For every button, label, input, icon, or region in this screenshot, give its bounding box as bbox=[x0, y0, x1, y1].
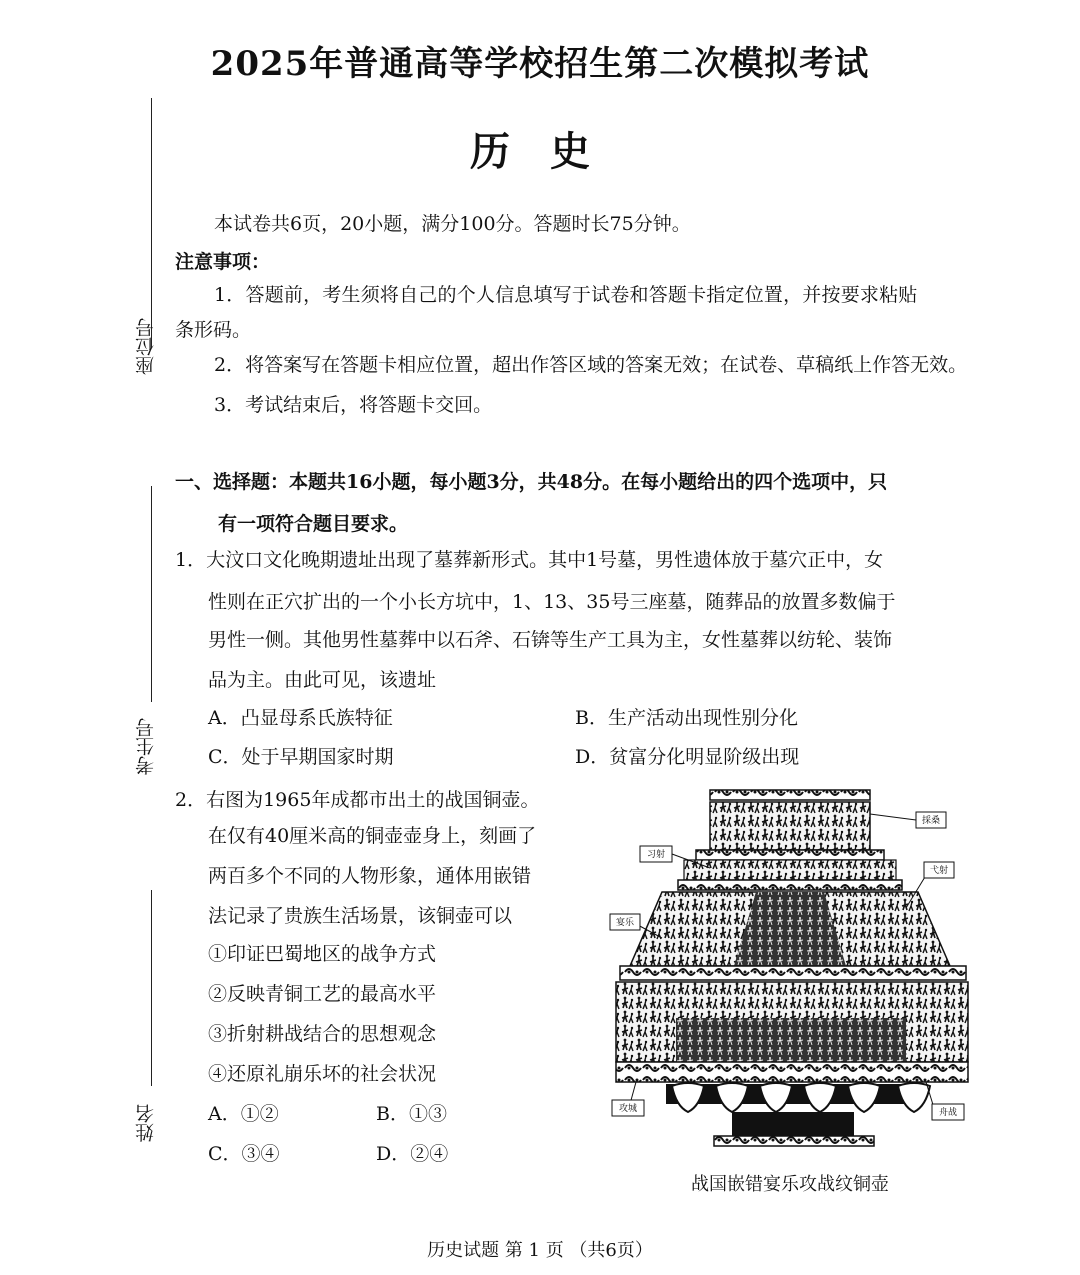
exam-intro: 本试卷共6页，20小题，满分100分。答题时长75分钟。 bbox=[214, 213, 691, 235]
q1-option-d: D．贫富分化明显阶级出现 bbox=[575, 746, 800, 768]
callout-archery-right: 弋射 bbox=[929, 866, 949, 876]
q2-option-c: C．③④ bbox=[208, 1143, 280, 1165]
pot-neck-scene bbox=[710, 802, 870, 850]
exam-number-label: 考生号 bbox=[135, 718, 157, 775]
pot-shoulder-scene bbox=[684, 860, 896, 880]
subject-title: 历史 bbox=[470, 128, 630, 175]
q1-line-3: 男性一侧。其他男性墓葬中以石斧、石锛等生产工具为主，女性墓葬以纺轮、装饰 bbox=[208, 629, 893, 651]
q1-option-c: C．处于早期国家时期 bbox=[208, 746, 394, 768]
q1-option-a: A．凸显母系氏族特征 bbox=[208, 707, 393, 729]
q2-line-4: 法记录了贵族生活场景，该铜壶可以 bbox=[208, 905, 513, 927]
seat-number-label: 座位号 bbox=[135, 318, 157, 375]
callout-archery-left: 习射 bbox=[646, 850, 666, 860]
q1-line-4: 品为主。由此可见，该遗址 bbox=[208, 669, 437, 691]
q1-line-2: 性则在正穴扩出的一个小长方坑中，1、13、35号三座墓，随葬品的放置多数偏于 bbox=[208, 591, 896, 613]
q2-line-2: 在仅有40厘米高的铜壶壶身上，刻画了 bbox=[208, 825, 537, 847]
q1-option-b: B．生产活动出现性别分化 bbox=[575, 707, 798, 729]
pot-foot-band bbox=[714, 1136, 874, 1146]
note-1-line-1: 1．答题前，考生须将自己的个人信息填写于试卷和答题卡指定位置，并按要求粘贴 bbox=[214, 284, 918, 306]
q2-option-a: A．①② bbox=[208, 1103, 279, 1125]
name-line bbox=[151, 890, 152, 1086]
section-1-line-1: 一、选择题：本题共16小题，每小题3分，共48分。在每小题给出的四个选项中，只 bbox=[175, 471, 888, 493]
pot-rim-band bbox=[710, 790, 870, 800]
bronze-pot-illustration bbox=[606, 786, 974, 1156]
name-label: 姓名 bbox=[135, 1104, 157, 1142]
pot-lower-band bbox=[616, 1062, 968, 1082]
note-2: 2．将答案写在答题卡相应位置，超出作答区域的答案无效；在试卷、草稿纸上作答无效。 bbox=[214, 354, 968, 376]
q2-statement-3: ③折射耕战结合的思想观念 bbox=[208, 1023, 437, 1045]
note-3: 3．考试结束后，将答题卡交回。 bbox=[214, 394, 493, 416]
pot-middle-band bbox=[620, 966, 966, 980]
pot-lower-dark-area bbox=[676, 1018, 906, 1062]
callout-boat: 舟战 bbox=[938, 1108, 958, 1118]
exam-number-line bbox=[151, 486, 152, 702]
seat-number-line bbox=[151, 98, 152, 348]
q2-option-b: B．①③ bbox=[376, 1103, 447, 1125]
pot-neck-band bbox=[696, 850, 884, 860]
callout-attack: 攻城 bbox=[618, 1104, 638, 1114]
q2-line-3: 两百多个不同的人物形象，通体用嵌错 bbox=[208, 865, 532, 887]
note-1-line-2: 条形码。 bbox=[175, 319, 252, 341]
section-1-line-2: 有一项符合题目要求。 bbox=[218, 513, 409, 535]
callout-feast: 宴乐 bbox=[615, 918, 635, 928]
exam-title: 2025年普通高等学校招生第二次模拟考试 bbox=[210, 44, 870, 84]
page-footer: 历史试题 第 1 页 （共6页） bbox=[427, 1240, 653, 1261]
q2-statement-4: ④还原礼崩乐坏的社会状况 bbox=[208, 1063, 437, 1085]
figure-caption: 战国嵌错宴乐攻战纹铜壶 bbox=[691, 1174, 889, 1195]
q1-line-1: 1．大汶口文化晚期遗址出现了墓葬新形式。其中1号墓，男性遗体放于墓穴正中，女 bbox=[175, 549, 884, 571]
q2-statement-2: ②反映青铜工艺的最高水平 bbox=[208, 983, 437, 1005]
q2-line-1: 2．右图为1965年成都市出土的战国铜壶。 bbox=[175, 789, 540, 811]
pot-shoulder-band bbox=[678, 880, 902, 890]
pot-foot bbox=[732, 1112, 854, 1136]
q2-statement-1: ①印证巴蜀地区的战争方式 bbox=[208, 943, 437, 965]
q2-option-d: D．②④ bbox=[376, 1143, 449, 1165]
notes-heading: 注意事项： bbox=[175, 251, 271, 273]
callout-collect: 採桑 bbox=[921, 816, 941, 826]
